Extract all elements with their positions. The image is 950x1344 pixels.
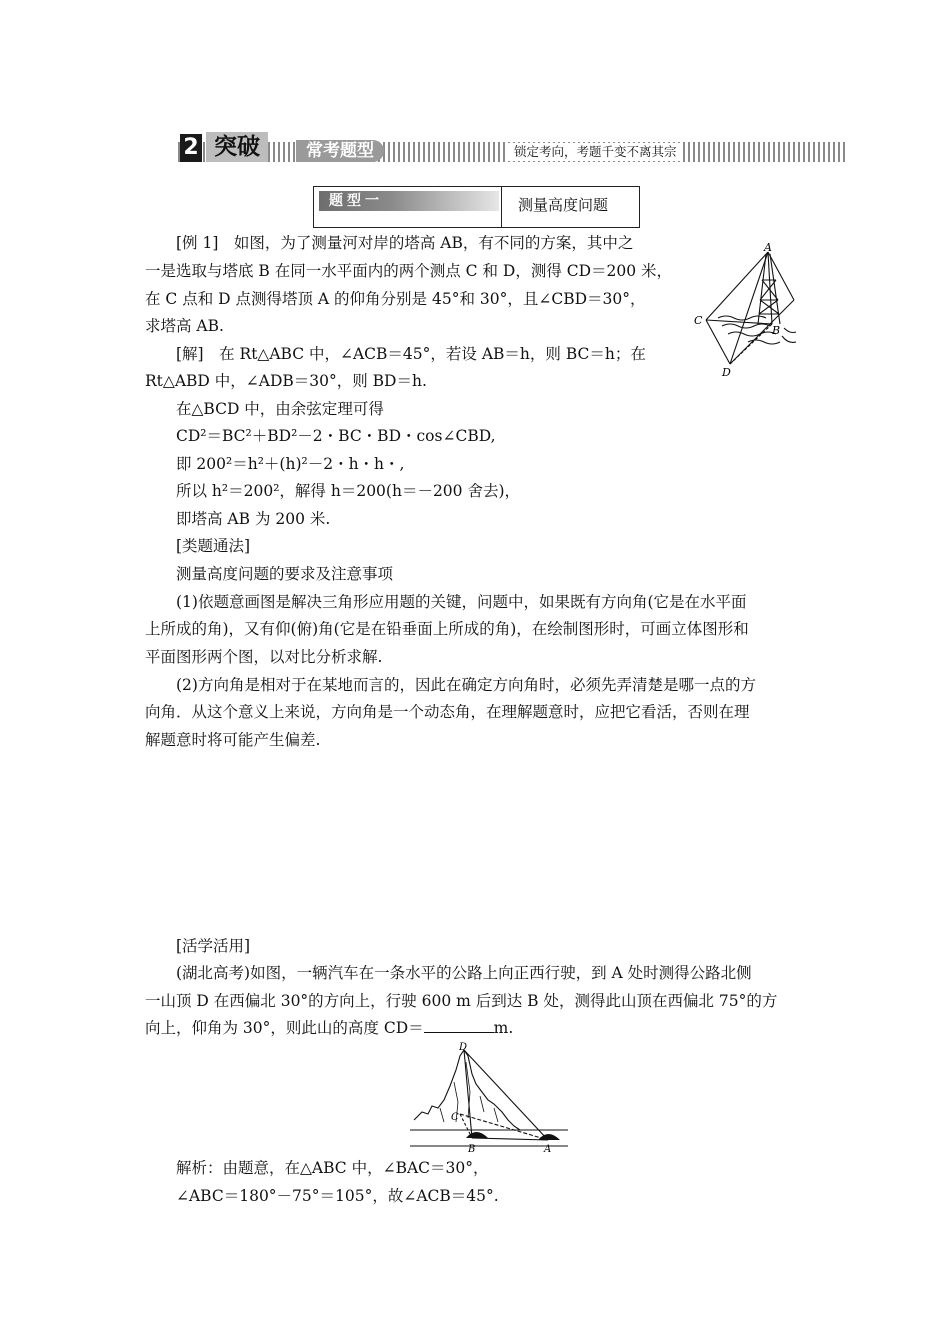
solution-line: [解] 在 Rt△ABC 中，∠ACB＝45°，若设 AB＝h，则 BC＝h；在: [176, 345, 646, 363]
line-da: [464, 1050, 548, 1140]
mountain-figure: [410, 1042, 570, 1154]
method-line: 向角．从这个意义上来说，方向角是一个动态角，在理解题意时，应把它看活，否则在理: [145, 703, 750, 721]
practice-heading: [活学活用]: [176, 937, 251, 955]
example-line: [例 1] 如图，为了测量河对岸的塔高 AB，有不同的方案，其中之: [176, 234, 634, 252]
analysis-line: ∠ABC＝180°－75°＝105°，故∠ACB＝45°.: [176, 1187, 499, 1205]
solution-line: Rt△ABD 中，∠ADB＝30°，则 BD＝h.: [145, 372, 427, 390]
solution-line: CD²＝BC²＋BD²－2・BC・BD・cos∠CBD,: [176, 427, 496, 445]
line-ac: [706, 252, 768, 320]
section-title: 突破: [206, 132, 268, 162]
section-subtitle: 常考题型: [296, 140, 384, 162]
solution-line: 即 200²＝h²＋(h)²－2・h・h・,: [176, 455, 405, 473]
practice-line: 一山顶 D 在西偏北 30°的方向上，行驶 600 m 后到达 B 处，测得此山顶在西偏北 75°的方: [145, 992, 778, 1010]
method-line: 上所成的角)，又有仰(俯)角(它是在铅垂面上所成的角)，在绘制图形时，可画立体图形和: [145, 620, 749, 638]
practice-line: (湖北高考)如图，一辆汽车在一条水平的公路上向正西行驶，到 A 处时测得公路北侧: [176, 964, 752, 982]
solution-line: 即塔高 AB 为 200 米.: [176, 510, 331, 528]
line-ba: [472, 1138, 548, 1140]
solution-line: 所以 h²＝200²，解得 h＝200(h＝－200 舍去)，: [176, 482, 521, 500]
answer-blank: [424, 1018, 494, 1033]
example-line: 在 C 点和 D 点测得塔顶 A 的仰角分别是 45°和 30°，且∠CBD＝30°，: [145, 290, 646, 308]
type-tag: [319, 191, 499, 211]
label-c: C: [451, 1112, 459, 1123]
label-a: A: [544, 1144, 552, 1154]
label-b: B: [772, 324, 781, 337]
section-number: 2: [180, 134, 202, 162]
example-line: 一是选取与塔底 B 在同一水平面内的两个测点 C 和 D，测得 CD＝200 米，: [145, 262, 673, 280]
section-slogan: 锁定考向，考题千变不离其宗: [508, 143, 683, 161]
type-tag-label: 题型一: [329, 193, 383, 209]
method-line: (2)方向角是相对于在某地而言的，因此在确定方向角时，必须先弄清楚是哪一点的方: [176, 676, 756, 694]
example-line: 求塔高 AB.: [145, 317, 224, 335]
label-a: A: [764, 241, 772, 254]
line-ad: [730, 252, 768, 364]
method-heading: [类题通法]: [176, 537, 251, 555]
practice-line-answer: [145, 1018, 513, 1038]
label-d: D: [459, 1042, 468, 1053]
method-line: (1)依题意画图是解决三角形应用题的关键，问题中，如果既有方向角(它是在水平面: [176, 593, 747, 611]
type-name: 测量高度问题: [518, 196, 609, 214]
method-subheading: 测量高度问题的要求及注意事项: [176, 565, 394, 583]
section-banner: [178, 128, 846, 168]
car-icon: [538, 1134, 560, 1140]
tower-figure: [688, 240, 800, 380]
line-cb: [706, 320, 772, 324]
question-type-box: [313, 186, 640, 228]
analysis-line: 解析：由题意，在△ABC 中，∠BAC＝30°，: [176, 1159, 489, 1177]
type-box-divider: [501, 187, 502, 227]
practice-unit: m.: [493, 1019, 514, 1037]
label-d: D: [722, 366, 731, 379]
method-line: 平面图形两个图，以对比分析求解.: [145, 648, 383, 666]
practice-question-text: 向上，仰角为 30°，则此山的高度 CD＝: [145, 1019, 424, 1037]
line-cd: [706, 320, 730, 364]
method-line: 解题意时将可能产生偏差.: [145, 731, 321, 749]
label-b: B: [468, 1144, 476, 1154]
solution-line: 在△BCD 中，由余弦定理可得: [176, 400, 384, 418]
label-c: C: [694, 314, 703, 327]
